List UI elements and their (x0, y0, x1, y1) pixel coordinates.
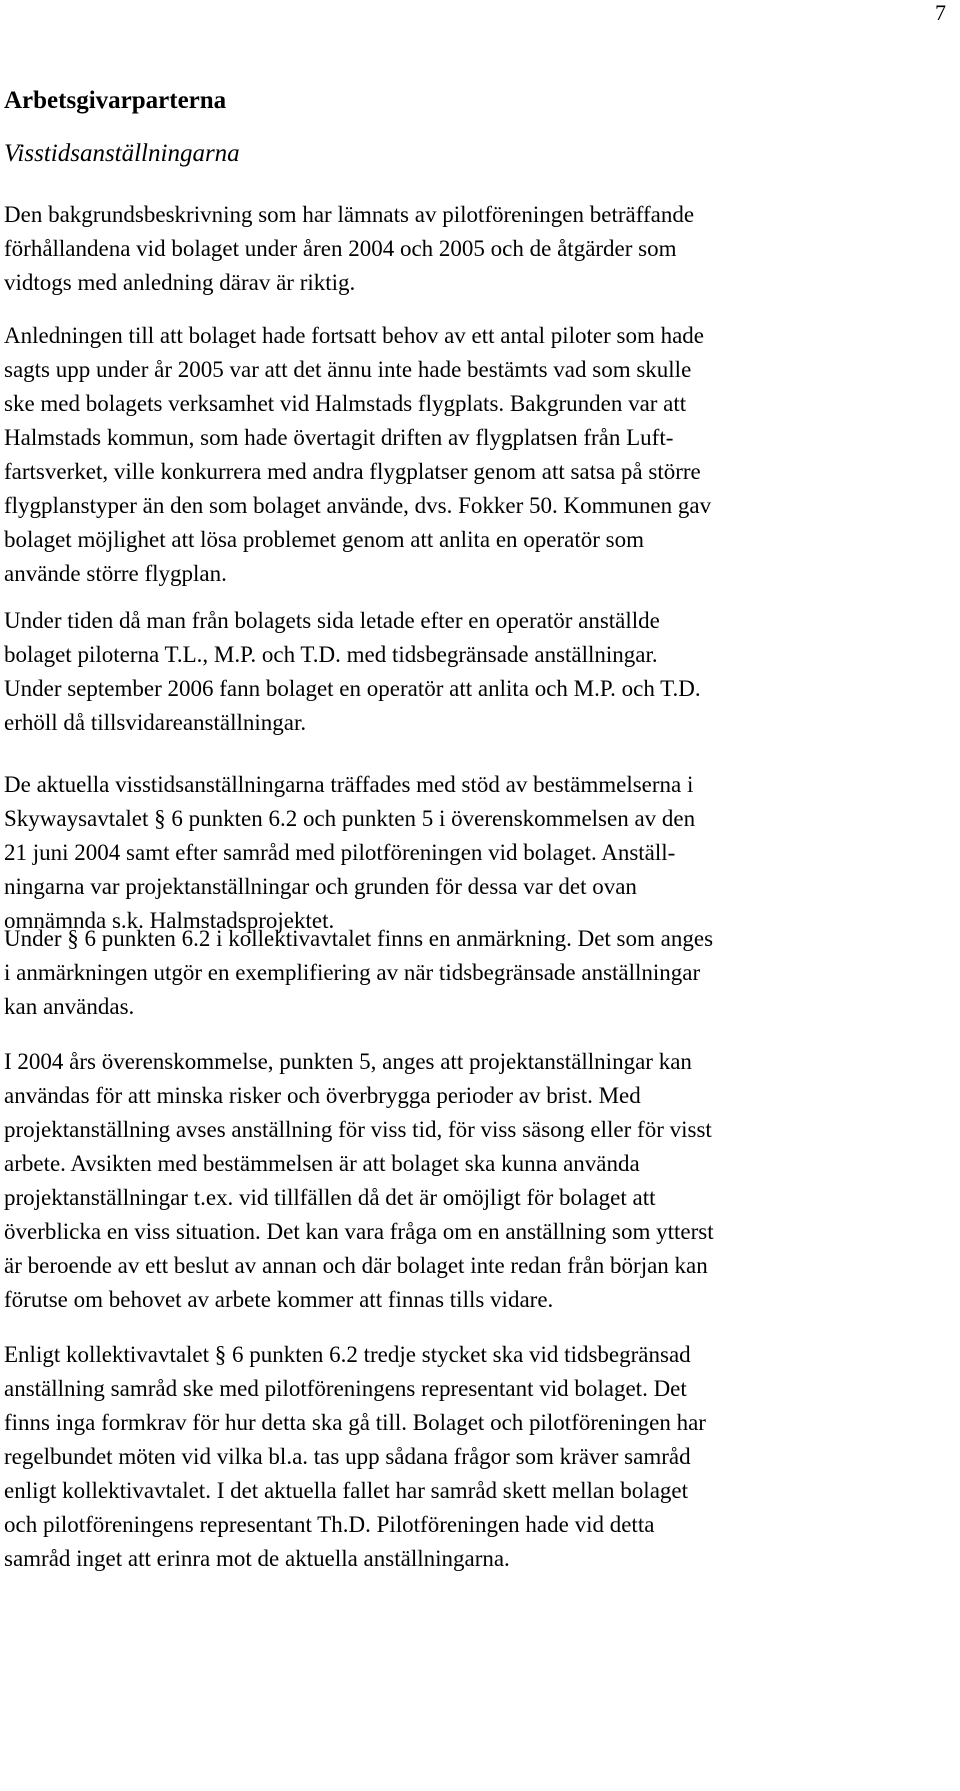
text-line: samråd inget att erinra mot de aktuella anställningarna. (4, 1546, 510, 1571)
text-line: projektanställningar t.ex. vid tillfällen då det är omöjligt för bolaget att (4, 1185, 656, 1210)
text-line: arbete. Avsikten med bestämmelsen är att bolaget ska kunna använda (4, 1151, 640, 1176)
text-line: anställning samråd ske med pilotföreningens representant vid bolaget. Det (4, 1376, 687, 1401)
section-heading: Arbetsgivarparterna (4, 87, 227, 114)
page-number: 7 (935, 0, 946, 25)
text-line: är beroende av ett beslut av annan och där bolaget inte redan från början kan (4, 1253, 708, 1278)
paragraph (4, 319, 940, 591)
text-line: Under september 2006 fann bolaget en operatör att anlita och M.P. och T.D. (4, 676, 701, 701)
text-line: bolaget piloterna T.L., M.P. och T.D. med tidsbegränsade anställningar. (4, 642, 658, 667)
paragraph (4, 1338, 940, 1576)
text-line: Halmstads kommun, som hade övertagit driften av flygplatsen från Luft- (4, 425, 674, 450)
text-line: vidtogs med anledning därav är riktig. (4, 270, 356, 295)
text-line: omnämnda s.k. Halmstadsprojektet. (4, 908, 335, 933)
text-line: sagts upp under år 2005 var att det ännu inte hade bestämts vad som skulle (4, 357, 692, 382)
text-line: och pilotföreningens representant Th.D. Pilotföreningen hade vid detta (4, 1512, 655, 1537)
text-line: ske med bolagets verksamhet vid Halmstads flygplats. Bakgrunden var att (4, 391, 687, 416)
text-line: överblicka en viss situation. Det kan vara fråga om en anställning som ytterst (4, 1219, 714, 1244)
text-line: Under tiden då man från bolagets sida letade efter en operatör anställde (4, 608, 660, 633)
text-line: erhöll då tillsvidareanställningar. (4, 710, 307, 735)
text-line: bolaget möjlighet att lösa problemet genom att anlita en operatör som (4, 527, 644, 552)
text-line: Enligt kollektivavtalet § 6 punkten 6.2 tredje stycket ska vid tidsbegränsad (4, 1342, 691, 1367)
text-line: I 2004 års överenskommelse, punkten 5, anges att projektanställningar kan (4, 1049, 692, 1074)
text-line: flygplanstyper än den som bolaget använde, dvs. Fokker 50. Kommunen gav (4, 493, 712, 518)
text-line: använde större flygplan. (4, 561, 227, 586)
text-line: Skywaysavtalet § 6 punkten 6.2 och punkten 5 i överenskommelsen av den (4, 806, 696, 831)
text-line: regelbundet möten vid vilka bl.a. tas upp sådana frågor som kräver samråd (4, 1444, 691, 1469)
text-line: Under § 6 punkten 6.2 i kollektivavtalet finns en anmärkning. Det som anges (4, 926, 714, 951)
paragraph (4, 1045, 940, 1317)
text-line: projektanställning avses anställning för viss tid, för viss säsong eller för visst (4, 1117, 712, 1142)
text-line: förutse om behovet av arbete kommer att finnas tills vidare. (4, 1287, 554, 1312)
text-line: enligt kollektivavtalet. I det aktuella fallet har samråd skett mellan bolaget (4, 1478, 689, 1503)
paragraph (4, 198, 940, 300)
section-subheading: Visstidsanställningarna (4, 140, 240, 167)
text-line: Anledningen till att bolaget hade fortsatt behov av ett antal piloter som hade (4, 323, 705, 348)
text-line: ningarna var projektanställningar och grunden för dessa var det ovan (4, 874, 637, 899)
text-line: användas för att minska risker och överbrygga perioder av brist. Med (4, 1083, 641, 1108)
paragraph (4, 768, 940, 938)
text-line: Den bakgrundsbeskrivning som har lämnats av pilotföreningen beträffande (4, 202, 695, 227)
text-line: finns inga formkrav för hur detta ska gå till. Bolaget och pilotföreningen har (4, 1410, 706, 1435)
text-line: förhållandena vid bolaget under åren 2004 och 2005 och de åtgärder som (4, 236, 677, 261)
paragraph (4, 922, 940, 1024)
text-line: kan användas. (4, 994, 135, 1019)
text-line: 21 juni 2004 samt efter samråd med pilotföreningen vid bolaget. Anställ- (4, 840, 676, 865)
text-line: De aktuella visstidsanställningarna träffades med stöd av bestämmelserna i (4, 772, 694, 797)
text-line: i anmärkningen utgör en exemplifiering av när tidsbegränsade anställningar (4, 960, 701, 985)
paragraph (4, 604, 940, 740)
text-line: fartsverket, ville konkurrera med andra flygplatser genom att satsa på större (4, 459, 701, 484)
